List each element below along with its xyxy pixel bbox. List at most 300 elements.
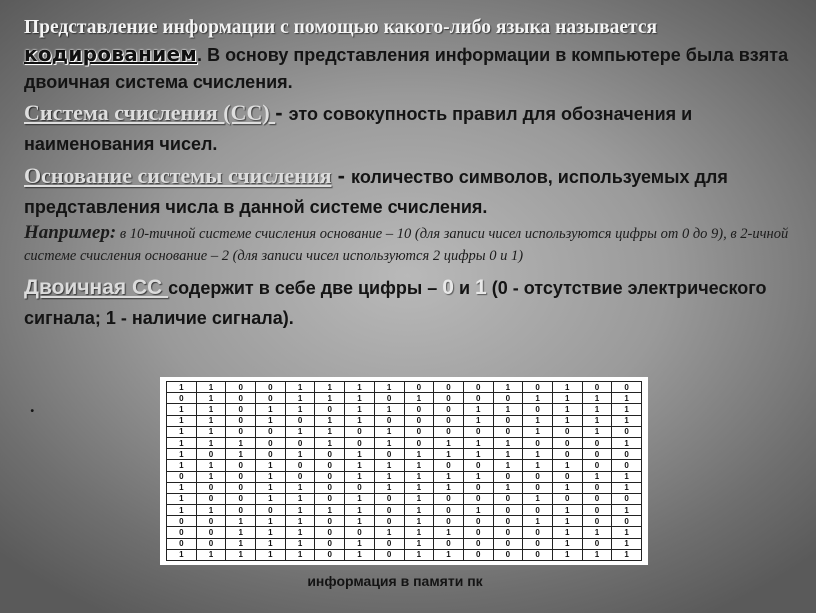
binary-cell: 0 xyxy=(404,415,434,426)
binary-cell: 0 xyxy=(582,449,612,460)
binary-cell: 0 xyxy=(493,493,523,504)
binary-cell: 1 xyxy=(374,482,404,493)
binary-cell: 0 xyxy=(523,382,553,393)
binary-cell: 0 xyxy=(434,404,464,415)
binary-cell: 1 xyxy=(345,449,375,460)
binary-row xyxy=(167,482,642,493)
binary-cell: 0 xyxy=(582,482,612,493)
binary-cell: 0 xyxy=(612,516,642,527)
binary-cell: 1 xyxy=(256,527,286,538)
binary-cell: 1 xyxy=(434,482,464,493)
binary-cell: 0 xyxy=(612,426,642,437)
binary-cell: 0 xyxy=(463,516,493,527)
binary-cell: 0 xyxy=(226,471,256,482)
binary-cell: 1 xyxy=(493,482,523,493)
binary-cell: 0 xyxy=(552,449,582,460)
binary-cell: 0 xyxy=(374,449,404,460)
binary-cell: 0 xyxy=(285,415,315,426)
binary-cell: 0 xyxy=(582,516,612,527)
binary-cell: 0 xyxy=(582,382,612,393)
binary-cell: 1 xyxy=(523,449,553,460)
binary-cell: 0 xyxy=(493,538,523,549)
binary-cell: 1 xyxy=(196,549,226,560)
binary-cell: 1 xyxy=(582,404,612,415)
binary-cell: 1 xyxy=(552,516,582,527)
binary-cell: 1 xyxy=(374,471,404,482)
binary-cell: 1 xyxy=(285,538,315,549)
binary-row xyxy=(167,471,642,482)
binary-cell: 1 xyxy=(345,382,375,393)
number-system-definition xyxy=(24,98,794,159)
binary-cell: 1 xyxy=(552,505,582,516)
binary-row xyxy=(167,516,642,527)
binary-cell: 0 xyxy=(612,449,642,460)
binary-cell: 1 xyxy=(404,393,434,404)
binary-cell: 1 xyxy=(552,482,582,493)
binary-cell: 0 xyxy=(315,527,345,538)
binary-cell: 0 xyxy=(226,393,256,404)
binary-cell: 1 xyxy=(463,404,493,415)
binary-cell: 1 xyxy=(523,493,553,504)
binary-cell: 1 xyxy=(493,382,523,393)
binary-cell: 0 xyxy=(196,449,226,460)
binary-cell: 1 xyxy=(552,382,582,393)
digit-one: 1 xyxy=(475,276,487,299)
binary-cell: 1 xyxy=(582,471,612,482)
binary-cell: 0 xyxy=(167,471,197,482)
binary-cell: 1 xyxy=(315,437,345,448)
binary-cell: 0 xyxy=(256,449,286,460)
binary-cell: 0 xyxy=(523,505,553,516)
binary-cell: 1 xyxy=(463,449,493,460)
binary-cell: 1 xyxy=(256,482,286,493)
binary-cell: 1 xyxy=(404,471,434,482)
binary-cell: 1 xyxy=(552,527,582,538)
binary-cell: 0 xyxy=(582,437,612,448)
binary-cell: 0 xyxy=(612,460,642,471)
binary-cell: 1 xyxy=(523,393,553,404)
binary-row xyxy=(167,393,642,404)
binary-cell: 0 xyxy=(226,382,256,393)
binary-cell: 1 xyxy=(552,549,582,560)
binary-cell: 0 xyxy=(374,415,404,426)
binary-cell: 1 xyxy=(196,393,226,404)
binary-cell: 1 xyxy=(315,415,345,426)
base-definition xyxy=(24,161,794,222)
binary-cell: 0 xyxy=(493,505,523,516)
binary-cell: 1 xyxy=(493,437,523,448)
intro-paragraph xyxy=(24,14,794,96)
binary-cell: 1 xyxy=(582,426,612,437)
binary-cell: 0 xyxy=(552,426,582,437)
binary-cell: 1 xyxy=(315,382,345,393)
binary-paragraph xyxy=(24,273,794,333)
binary-cell: 1 xyxy=(523,460,553,471)
binary-cell: 0 xyxy=(345,482,375,493)
binary-cell: 0 xyxy=(196,516,226,527)
binary-cell: 0 xyxy=(463,482,493,493)
term-base: Основание системы счисления xyxy=(24,163,332,188)
binary-cell: 0 xyxy=(196,527,226,538)
binary-cell: 0 xyxy=(612,493,642,504)
binary-cell: 0 xyxy=(226,426,256,437)
example-lead: Например: xyxy=(24,222,117,243)
binary-cell: 1 xyxy=(404,482,434,493)
binary-cell: 1 xyxy=(345,538,375,549)
binary-cell: 1 xyxy=(315,393,345,404)
binary-cell: 0 xyxy=(582,460,612,471)
term-binary: Двоичная СС xyxy=(24,276,169,299)
binary-cell: 0 xyxy=(256,426,286,437)
binary-cell: 1 xyxy=(612,527,642,538)
binary-cell: 1 xyxy=(226,538,256,549)
slide-text xyxy=(24,14,794,333)
binary-cell: 1 xyxy=(167,460,197,471)
binary-cell: 0 xyxy=(345,426,375,437)
binary-cell: 0 xyxy=(523,404,553,415)
memory-caption: информация в памяти пк xyxy=(307,573,483,589)
binary-cell: 1 xyxy=(434,527,464,538)
binary-cell: 1 xyxy=(374,382,404,393)
binary-cell: 1 xyxy=(256,549,286,560)
binary-cell: 1 xyxy=(345,516,375,527)
binary-cell: 1 xyxy=(345,493,375,504)
binary-cell: 1 xyxy=(167,415,197,426)
binary-row xyxy=(167,549,642,560)
binary-cell: 1 xyxy=(612,393,642,404)
binary-cell: 0 xyxy=(256,393,286,404)
binary-cell: 1 xyxy=(285,382,315,393)
binary-row xyxy=(167,460,642,471)
binary-cell: 0 xyxy=(493,426,523,437)
binary-cell: 0 xyxy=(315,549,345,560)
binary-cell: 1 xyxy=(226,516,256,527)
binary-cell: 0 xyxy=(167,393,197,404)
binary-cell: 0 xyxy=(226,460,256,471)
binary-cell: 0 xyxy=(226,482,256,493)
binary-cell: 0 xyxy=(493,471,523,482)
binary-cell: 1 xyxy=(612,471,642,482)
binary-cell: 0 xyxy=(434,516,464,527)
binary-cell: 0 xyxy=(315,404,345,415)
binary-cell: 0 xyxy=(463,460,493,471)
binary-cell: 1 xyxy=(256,538,286,549)
binary-cell: 1 xyxy=(285,516,315,527)
binary-cell: 0 xyxy=(315,538,345,549)
binary-cell: 1 xyxy=(167,549,197,560)
binary-cell: 1 xyxy=(434,437,464,448)
binary-grid xyxy=(166,381,642,561)
binary-cell: 1 xyxy=(374,404,404,415)
binary-cell: 1 xyxy=(404,505,434,516)
binary-cell: 1 xyxy=(167,482,197,493)
binary-cell: 1 xyxy=(493,460,523,471)
binary-cell: 0 xyxy=(463,393,493,404)
binary-cell: 0 xyxy=(374,549,404,560)
binary-cell: 1 xyxy=(256,460,286,471)
binary-cell: 0 xyxy=(463,382,493,393)
binary-cell: 0 xyxy=(434,538,464,549)
binary-cell: 0 xyxy=(523,538,553,549)
binary-cell: 0 xyxy=(256,437,286,448)
example-text: в 10-тичной системе счисления основание – 10 (для записи чисел используются цифры от 0 до 9), в 2-ичной системе счисления основание – 2 (для записи чисел используются 2 цифры 0 и 1) xyxy=(24,226,789,264)
binary-row xyxy=(167,538,642,549)
binary-cell: 1 xyxy=(285,482,315,493)
binary-cell: 0 xyxy=(523,549,553,560)
binary-cell: 1 xyxy=(196,437,226,448)
binary-cell: 1 xyxy=(226,527,256,538)
binary-cell: 1 xyxy=(256,493,286,504)
binary-memory-image xyxy=(160,377,648,565)
binary-cell: 1 xyxy=(226,549,256,560)
binary-cell: 0 xyxy=(226,493,256,504)
base-dash: - xyxy=(331,163,352,188)
binary-cell: 1 xyxy=(582,393,612,404)
binary-cell: 1 xyxy=(285,393,315,404)
binary-cell: 0 xyxy=(434,460,464,471)
binary-cell: 0 xyxy=(612,382,642,393)
binary-cell: 0 xyxy=(285,437,315,448)
binary-cell: 0 xyxy=(463,527,493,538)
binary-cell: 1 xyxy=(285,493,315,504)
binary-cell: 1 xyxy=(196,382,226,393)
binary-cell: 1 xyxy=(345,404,375,415)
binary-cell: 1 xyxy=(552,393,582,404)
binary-cell: 0 xyxy=(315,460,345,471)
binary-text-1: содержит в себе две цифры – xyxy=(168,278,443,298)
term-number-system: Система счисления (СС) xyxy=(24,100,276,125)
binary-cell: 0 xyxy=(374,516,404,527)
binary-cell: 0 xyxy=(523,482,553,493)
binary-cell: 1 xyxy=(374,460,404,471)
binary-cell: 1 xyxy=(315,505,345,516)
binary-cell: 0 xyxy=(552,493,582,504)
intro-lead: Представление информации с помощью какого-либо языка называется xyxy=(24,17,658,38)
binary-cell: 1 xyxy=(196,460,226,471)
binary-cell: 0 xyxy=(463,549,493,560)
binary-cell: 1 xyxy=(374,426,404,437)
bullet-dot: . xyxy=(30,396,35,416)
binary-cell: 1 xyxy=(404,549,434,560)
binary-cell: 1 xyxy=(196,505,226,516)
binary-cell: 0 xyxy=(404,404,434,415)
binary-cell: 1 xyxy=(523,415,553,426)
binary-cell: 1 xyxy=(256,471,286,482)
binary-cell: 0 xyxy=(315,493,345,504)
binary-cell: 1 xyxy=(404,493,434,504)
binary-cell: 1 xyxy=(552,404,582,415)
binary-cell: 1 xyxy=(523,516,553,527)
binary-cell: 1 xyxy=(285,527,315,538)
binary-cell: 1 xyxy=(552,538,582,549)
digit-zero: 0 xyxy=(442,276,454,299)
binary-cell: 1 xyxy=(374,437,404,448)
binary-cell: 1 xyxy=(582,527,612,538)
keyword-encoding: кодированием xyxy=(24,42,198,66)
binary-cell: 1 xyxy=(374,527,404,538)
binary-cell: 0 xyxy=(315,516,345,527)
binary-row xyxy=(167,415,642,426)
binary-cell: 1 xyxy=(493,449,523,460)
binary-text-2: (0 - отсутствие электрического сигнала; 1 - наличие сигнала). xyxy=(24,278,767,328)
binary-row xyxy=(167,382,642,393)
binary-cell: 0 xyxy=(523,527,553,538)
binary-cell: 0 xyxy=(404,426,434,437)
binary-cell: 0 xyxy=(434,426,464,437)
binary-cell: 1 xyxy=(167,505,197,516)
binary-cell: 1 xyxy=(582,549,612,560)
binary-cell: 1 xyxy=(434,549,464,560)
binary-cell: 0 xyxy=(285,460,315,471)
binary-cell: 0 xyxy=(582,493,612,504)
binary-cell: 1 xyxy=(226,437,256,448)
binary-cell: 1 xyxy=(404,527,434,538)
binary-cell: 1 xyxy=(167,449,197,460)
binary-cell: 1 xyxy=(285,549,315,560)
binary-and: и xyxy=(453,278,476,298)
binary-cell: 0 xyxy=(256,505,286,516)
binary-cell: 1 xyxy=(612,437,642,448)
binary-cell: 0 xyxy=(434,493,464,504)
binary-cell: 1 xyxy=(345,460,375,471)
binary-cell: 1 xyxy=(256,404,286,415)
binary-cell: 0 xyxy=(463,538,493,549)
binary-cell: 1 xyxy=(612,415,642,426)
binary-cell: 0 xyxy=(404,382,434,393)
binary-cell: 0 xyxy=(374,505,404,516)
number-system-text: это совокупность правил для обозначения и наименования чисел. xyxy=(24,104,693,154)
binary-cell: 0 xyxy=(582,538,612,549)
binary-cell: 1 xyxy=(285,449,315,460)
binary-cell: 1 xyxy=(167,426,197,437)
binary-cell: 1 xyxy=(345,471,375,482)
binary-cell: 1 xyxy=(167,493,197,504)
binary-cell: 1 xyxy=(434,471,464,482)
binary-cell: 0 xyxy=(493,393,523,404)
binary-cell: 0 xyxy=(404,437,434,448)
binary-cell: 1 xyxy=(285,505,315,516)
binary-row xyxy=(167,404,642,415)
binary-row xyxy=(167,437,642,448)
binary-cell: 0 xyxy=(434,505,464,516)
keyword-period: . xyxy=(197,45,208,65)
binary-cell: 0 xyxy=(434,382,464,393)
binary-cell: 1 xyxy=(256,516,286,527)
binary-cell: 0 xyxy=(434,393,464,404)
binary-cell: 1 xyxy=(612,482,642,493)
binary-cell: 0 xyxy=(374,493,404,504)
binary-cell: 0 xyxy=(582,505,612,516)
binary-cell: 1 xyxy=(345,505,375,516)
binary-row xyxy=(167,426,642,437)
binary-cell: 1 xyxy=(196,404,226,415)
intro-rest: В основу представления информации в компьютере была взята двоичная система счисления. xyxy=(24,45,789,92)
binary-row xyxy=(167,493,642,504)
binary-cell: 0 xyxy=(226,505,256,516)
binary-cell: 1 xyxy=(523,426,553,437)
binary-cell: 1 xyxy=(404,449,434,460)
binary-cell: 0 xyxy=(226,415,256,426)
binary-cell: 0 xyxy=(167,527,197,538)
binary-cell: 1 xyxy=(196,471,226,482)
binary-cell: 0 xyxy=(315,471,345,482)
binary-cell: 0 xyxy=(523,437,553,448)
binary-cell: 1 xyxy=(493,404,523,415)
binary-cell: 1 xyxy=(463,505,493,516)
binary-cell: 0 xyxy=(523,471,553,482)
binary-cell: 1 xyxy=(463,471,493,482)
binary-cell: 0 xyxy=(285,471,315,482)
binary-cell: 0 xyxy=(552,437,582,448)
binary-cell: 1 xyxy=(612,538,642,549)
binary-cell: 1 xyxy=(345,393,375,404)
binary-cell: 0 xyxy=(196,493,226,504)
binary-cell: 0 xyxy=(315,449,345,460)
binary-cell: 1 xyxy=(226,449,256,460)
binary-cell: 0 xyxy=(434,415,464,426)
binary-cell: 1 xyxy=(167,437,197,448)
binary-cell: 1 xyxy=(167,404,197,415)
binary-cell: 0 xyxy=(493,527,523,538)
binary-cell: 0 xyxy=(493,549,523,560)
binary-cell: 0 xyxy=(493,415,523,426)
binary-cell: 1 xyxy=(612,505,642,516)
binary-cell: 1 xyxy=(167,382,197,393)
binary-cell: 0 xyxy=(552,471,582,482)
binary-grid-body xyxy=(167,382,642,561)
binary-cell: 1 xyxy=(345,549,375,560)
example-paragraph xyxy=(24,222,794,267)
binary-cell: 1 xyxy=(463,415,493,426)
binary-cell: 0 xyxy=(345,437,375,448)
binary-cell: 0 xyxy=(167,516,197,527)
binary-cell: 0 xyxy=(463,493,493,504)
binary-cell: 1 xyxy=(404,460,434,471)
binary-cell: 1 xyxy=(256,415,286,426)
binary-cell: 0 xyxy=(315,482,345,493)
binary-cell: 1 xyxy=(552,460,582,471)
binary-cell: 1 xyxy=(434,449,464,460)
binary-cell: 1 xyxy=(196,415,226,426)
binary-cell: 1 xyxy=(196,426,226,437)
definition-dash: - xyxy=(275,100,289,125)
binary-cell: 0 xyxy=(374,538,404,549)
binary-cell: 1 xyxy=(285,426,315,437)
binary-cell: 1 xyxy=(612,404,642,415)
base-text: количество символов, используемых для представления числа в данной системе счисления. xyxy=(24,167,728,217)
binary-cell: 1 xyxy=(582,415,612,426)
binary-cell: 1 xyxy=(404,538,434,549)
binary-cell: 1 xyxy=(315,426,345,437)
binary-cell: 0 xyxy=(196,538,226,549)
binary-cell: 1 xyxy=(463,437,493,448)
binary-cell: 0 xyxy=(345,527,375,538)
binary-cell: 0 xyxy=(226,404,256,415)
binary-cell: 1 xyxy=(612,549,642,560)
binary-cell: 0 xyxy=(374,393,404,404)
binary-row xyxy=(167,505,642,516)
binary-cell: 1 xyxy=(404,516,434,527)
binary-cell: 0 xyxy=(167,538,197,549)
binary-cell: 1 xyxy=(285,404,315,415)
binary-cell: 0 xyxy=(196,482,226,493)
binary-cell: 0 xyxy=(256,382,286,393)
binary-cell: 0 xyxy=(463,426,493,437)
binary-row xyxy=(167,449,642,460)
binary-cell: 1 xyxy=(552,415,582,426)
binary-cell: 1 xyxy=(345,415,375,426)
binary-row xyxy=(167,527,642,538)
